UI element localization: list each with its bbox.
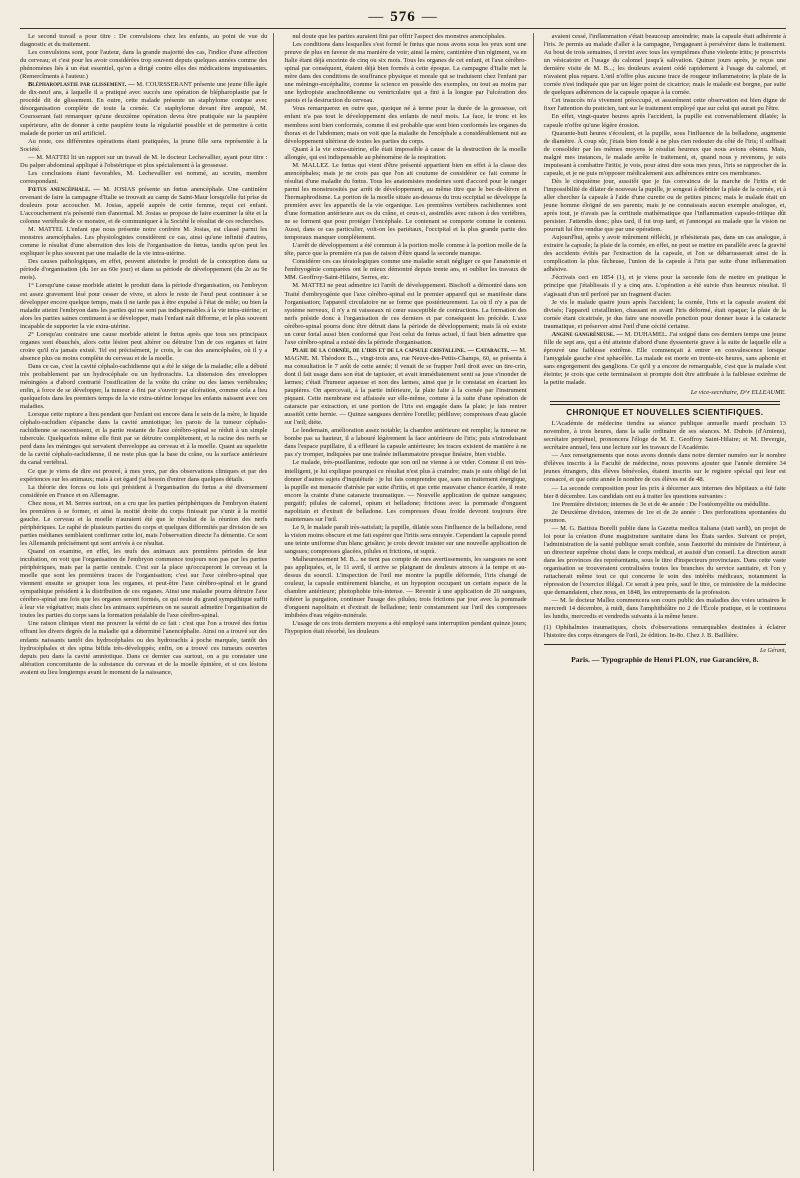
printer-imprint: Paris. — Typographie de Henri PLON, rue Garancière, 8. [571,655,759,665]
article-heading: Blépharoplastie par glissement. — [28,81,135,89]
paragraph: Le second travail a pour titre : De convulsions chez les enfants, au point de vue du diagnostic et du traitement. [20,33,268,49]
article-text: M. MAGNE. M. Théodore B..., vingt-trois ans, rue Neuve-des-Petits-Champs, 60, se présenta à ma consultation le 7 août de cette année; il venait de se frapper l'œil droit avec un tire-crin, dont il fait usage dans son état de tapissier, et avait immédiatement senti sa joue s'inonder de larmes; c'était l'humeur aqueuse et non des larmes, ainsi que je le constatai en écartant les paupières. On apercevait, à la partie inférieure, la plaie faite à la cornée par l'instrument piquant. Cette membrane est affaissée sur elle-même, comme à la suite d'une opération de cataracte par extraction, et une portion de l'iris est engagée dans la plaie; je fais rentrer aussitôt cette hernie. — Quinze sangsues derrière l'oreille; pédiluve; compresses d'eau glacée sur l'œil; diète. [284,346,527,427]
paragraph: Le 9, le malade paraît très-satisfait; la pupille, dilatée sous l'influence de la belladone, rend la vision moins obscure et me fait espérer que l'iritis sera enrayée. Cependant la capsule prend une teinte uniforme d'un blanc grisâtre; je crois devoir insister sur une nouvelle application de sangsues; compresses glacées, pilules et frictions, ut suprà. [284,523,527,555]
page-footer [544,644,786,665]
column-2 [273,33,526,1171]
paragraph: 2° Lorsqu'au contraire une cause morbide atteint le fœtus après que tous ses principaux organes sont ébauchés, alors cette lésion peut altérer ou détruire l'un de ces organes et faire croire qu'il n'a jamais existé. Tel est précisément, je crois, le cas des anencéphales, où il y a absence plus ou moins complète du cerveau et de la moelle. [20,330,268,362]
paragraph: Dès le cinquième jour, aussitôt que je fus convaincu de la marche de l'iritis et de l'impossibilité de dilater de nouveau la pupille, je songeai à débrider la plaie de la cornée, et à aller chercher la capsule à l'aide d'une curette ou de petites pinces; mais le malade était un jeune homme éloigné de ses parents; mais je ne connaissais aucun exemple analogue, et, après tout, je n'avais pas la certitude mathématique que l'inflammation capsulo-iritique dût persister. J'attendis donc; plus tard, il fut trop tard, et j'annonçai au malade que la vision ne pourrait lui être rendue que par une opération. [543,177,786,234]
paragraph: Les convulsions sont, pour l'auteur, dans la grande majorité des cas, l'indice d'une affection du cerveau; et c'est pour les avoir considérées trop souvent depuis quelques années comme des phénomènes liés à un état essentiel, qu'on a dirigé contre elles des médications impuissantes. (Remercîments à l'auteur.) [20,49,268,81]
text-columns [20,33,786,1171]
paragraph: Quarante-huit heures s'écoulent, et la pupille, sous l'influence de la belladone, augmente de diamètre. À coup sûr, j'étais bien fondé à ne plus rien redouter du côté de l'iris; il suffisait de consolider par les mêmes moyens le résultat heureux que nous avions obtenu. Mais, malgré mes instances, le malade arrête le traitement, et, quand nous y revenons, je suis impuissant à combattre l'iritis; je vois, pour ainsi dire sous mes yeux, l'iris se rapprocher de la capsule, et je ne puis m'opposer médicalement aux adhérences entre ces membranes. [543,129,786,177]
paragraph: La théorie des forces ou lois qui président à l'organisation du fœtus a été diversement considérée en France et en Allemagne. [20,483,268,499]
column-3 [533,33,786,1171]
paragraph: — M. le docteur Mallez commencera son cours public des maladies des voies urinaires le mercredi 14 décembre, à midi, dans l'amphithéâtre no 2 de l'École pratique, et le continuera les lundis, mercredis et vendredis suivants à la même heure. [543,597,786,621]
paragraph: Le malade, très-pusillanime, redoute que son œil ne vienne à se vider. Comme il est très-intelligent, je lui explique pourquoi ce résultat n'est plus à craindre; mais je suis obligé de lui donner d'autres sujets d'inquiétude : je lui fais comprendre que, sans un traitement énergique, la pupille est menacée d'atrésie par suite d'iritis, et que cette mauvaise chance écartée, il reste encore la crainte d'une cataracte traumatique. — Nouvelle application de quinze sangsues; purgatif; pilules de calomel, opium et belladone; frictions avec la pommade d'onguent napolitain et d'extrait de belladone. Les compresses d'eau froide devront toujours être maintenues sur l'œil. [284,459,527,523]
paragraph: Le lendemain, amélioration assez notable; la chambre antérieure est remplie; la tumeur ne bombe pas sa hauteur, il a labouré légèrement la face antérieure de l'iris; puis s'introduisant dans l'espace pupillaire, il a effleuré la capsule antérieure; les traces existent de manière à ne pas s'y tromper, indiquées par une traînée inflammatoire presque linéaire, bien visible. [284,427,527,459]
paragraph: Quand on examine, en effet, les œufs des animaux aux premières périodes de leur incubation, on voit que l'organisation de l'embryon commence toujours non pas par les parties périphériques, mais par la partie centrale. C'est sur la place qu'occuperont le cerveau et la moelle que sont les premières traces de l'organisation; c'est sur l'axe cérébro-spinal que viennent ensuite se grouper tous les organes, et peut-être l'axe cérébro-spinal et le grand sympathique président à la distribution de ces organes. Ainsi une maladie pourra détruire l'axe cérébro-spinal une fois que les organes seront formés, ce qui reste du grand sympathique suffit à leur vie végétative; mais chez les animaux supérieurs on ne saurait admettre l'organisation de toutes les parties du corps sans la formation préalable de l'axe cérébro-spinal. [20,548,268,620]
paragraph: 1re Première division; internes de 3e et de 4e année : De l'ostéomyélite ou médullite. [551,500,771,508]
paragraph: Vous remarquerez en outre que, quoique né à terme pour la durée de la grossesse, cet enfant n'a pas tout le développement des enfants de neuf mois. La face, le tronc et les membres sont bien conformés, comme il est probable que sont bien conformés les organes du thorax et de l'abdomen; mais on voit que la maladie de l'encéphale a considérablement nui au développement ultérieur de toutes les parties du corps. [284,105,527,145]
paragraph: M. MATTEI. L'enfant que nous présente notre confrère M. Josias, est classé parmi les monstres anencéphales. Les physiologistes considèrent ce cas, ainsi qu'une infinité d'autres, comme le résultat d'une aberration des lois de l'organisation du fœtus, tandis qu'on peut les expliquer le plus souvent par une maladie de la vie intra-utérine. [20,226,268,258]
paragraph: Ce que je viens de dire est prouvé, à mes yeux, par des observations cliniques et par des expériences sur les animaux; mais à cet égard j'ai besoin d'entrer dans quelques détails. [20,467,268,483]
paragraph: avaient cessé, l'inflammation s'était beaucoup amoindrie; mais la capsule était adhérente à l'iris. Je permis au malade d'aller à la campagne, l'engageant à persévérer dans le traitement. Au bout de trois semaines, il revint avec tous les symptômes d'une violente iritis; je prescrivis un vésicatoire et l'usage du calomel jusqu'à salivation. Quinze jours après, je reçus une dernière visite de M. B...; les douleurs avaient cédé rapidement à l'usage du calomel, et n'avaient plus reparu. L'œil n'offre plus aucune trace de rougeur inflammatoire; la plaie de la cornée n'est indiquée que par un léger point de cicatrice; mais le malade est borgne, par suite de quelques adhérences de la capsule opaque à la cornée. [543,33,786,97]
paragraph: L'usage de ces trois derniers moyens a été employé sans interruption pendant quinze jours; l'hypopion était résorbé, les douleurs [284,620,527,636]
article-text: M. JOSIAS présente un fœtus anencéphale. Une cantinière revenant de faire la campagne d'Italie se trouvait au camp de Saint-Maur lorsqu'elle fut prise de douleurs pour accoucher. M. Josias, appelé auprès de cette femme, reçut cet enfant. L'accouchement n'a présenté rien d'anormal. M. Josias se propose de faire examiner la tête et la colonne vertébrale de ce monstre, et de communiquer à la Société le résultat de ces recherches. [20,185,268,226]
gerant-label: Le Gérant, [759,648,786,655]
paragraph: Cet insuccès m'a vivement préoccupé, et assurément cette observation est bien digne de fixer l'attention du praticien, tant sur le traitement employé que sur celui qui aurait pu l'être. [543,97,786,113]
paragraph: nul doute que les parties auraient fini par offrir l'aspect des monstres anencéphales. [292,33,506,40]
paragraph: Dans ce cas, c'est la cavité céphalo-rachidienne qui a été le siége de la maladie; elle a débuté très probablement par un hydrocéphale ou un hydrorachis. La distension des enveloppes méningées a d'abord contrarié l'ossification de la voûte du crâne ou des lames vertébrales; enfin, à force de se développer, la tumeur a fini par s'ouvrir par ulcération, comme cela a lieu quelquefois dans les premiers temps de la vie extra-utérine lorsque les enfants naissent avec ces maladies. [20,362,268,411]
article-paragraph [20,186,267,226]
paragraph: — M. G. Battista Borelli publie dans la Gazetta medica italiana (stati sardi), un projet de loi pour la création d'une magistrature sanitaire dans les États sardes. Suivant ce projet, l'administration de la santé publique serait confiée, sous l'autorité du ministre de l'intérieur, à un directeur suprême choisi dans le corps médical, et assisté d'un conseil. La direction aurait dans les provinces des représentants, sous le titre d'inspecteurs provinciaux. Dans cette vaste organisation se trouveraient centralisées toutes les branches du service sanitaire, et l'on y rattacherait même tout ce qui concerne le soin des intérêts médicaux, notamment la répression de l'exercice illégal. Ce serait à peu près, sauf le titre, ce ministère de la médecine que demandaient, chez nous, en 1848, les entreprenants de la profession. [543,524,786,597]
paragraph: J'écrivais ceci en 1854 (1), et je viens pour la seconde fois de mettre en pratique le principe que j'établissais il y a cinq ans. L'opération a été suivie d'un heureux résultat. Il s'agissait d'un œil perforé par un fragment d'acier. [543,274,786,298]
article-text: M. DUHAMEL. J'ai soigné dans ces derniers temps une jeune fille de sept ans, qui a été atteinte d'abord d'une dyssenterie grave à la suite de laquelle elle a éprouvé une faiblesse extrême. Elle commençait à entrer en convalescence lorsque l'amygdale gauche s'est sphacélée. La malade est morte en trente-six heures, sans aphonie et sans engorgement des ganglions. Ce qu'il y a encore de remarquable, c'est que la malade s'est éteinte; je crois que cette terminaison si prompte doit être attribuée à la faiblesse extrême de la petite malade. [543,330,786,387]
paragraph: Les conditions dans lesquelles s'est formé le fœtus que nous avons sous les yeux sont une preuve de plus en faveur de ma manière de voir; ainsi la mère, cantinière d'un régiment, va en Italie étant déjà enceinte de cinq ou six mois. Tous les organes de cet enfant, et l'axe cérébro-spinal par conséquent, étaient déjà bien formés à cette époque. La campagne d'Italie met la mère dans des conditions de souffrance physique et morale qui se traduisent chez l'enfant par une méningo-encéphalite, comme la science en possède des exemples, ou tout au moins par une hydropisie arachnoïdienne ou ventriculaire qui a fini à la longue par l'ulcération des parois et la destruction du cerveau. [284,41,527,105]
column-1 [20,33,267,1171]
article-paragraph [544,331,786,387]
paragraph: M. MATTEI ne peut admettre ici l'arrêt de développement. Bischoff a démontré dans son Traité d'embryogénie que l'axe cérébro-spinal est le premier appareil qui se manifeste dans l'organisation; l'appareil circulatoire ne se forme que postérieurement. La où il n'y a pas de système nerveux, il n'y a ni vaisseaux ni cœur susceptible de contractions. La formation des nerfs préside donc à l'organisation de ces derniers et par conséquent les précède. L'axe cérébro-spinal pourra donc être détruit dans la période de développement; mais là où existe un cœur fœtal aussi bien conformé que l'est celui du fœtus actuel, il faut bien admettre que l'axe cérébro-spinal a existé dès la période d'organisation. [284,282,527,346]
paragraph: En effet, vingt-quatre heures après l'accident, la pupille est convenablement dilatée; la capsule n'offre qu'une légère érosion. [543,113,786,129]
paragraph: 1° Lorsqu'une cause morbide atteint le produit dans la période d'organisation, ou l'embryon est assez gravement lésé pour cesser de vivre, et alors le reste de l'œuf peut continuer à se développer encore quelque temps, mais il ne tarde pas à être expulsé à l'état de môle; ou bien la maladie atteint l'embryon dans les parties qui ne sont pas indispensables à la vie intra-utérine; et alors les parties saines continuent à se développer, mais l'enfant naît difforme, et le plus souvent incapable de supporter la vie extra-utérine. [20,282,268,330]
article-text: M. COURSSERANT présente une jeune fille âgée de dix-neuf ans, à laquelle il a pratiqué avec succès une opération de blépharoplastie par le procédé dit de glissement. En outre, cette malade présente un staphylome conique avec désorganisation complète de toute la cornée. Ce staphylome devant être amputé, M. Coursserant fait remarquer qu'une deuxième opération devra être pratiquée sur la paupière supérieure, afin de donner à cette paupière toute la régularité possible et de permettre à cette malade de porter un œil artificiel. [20,81,268,137]
article-heading: Angine gangréneuse. — [551,330,623,338]
paragraph: 2e Deuxième division, internes de 1re et de 2e année : Des perforations spontanées du poumon. [543,508,786,524]
paragraph: Considérer ces cas tératologiques comme une maladie serait négliger ce que l'anatomie et l'embryogénie comparées ont le mieux démontré depuis trente ans, et oublier les travaux de MM. Geoffroy-Saint-Hilaire, Serres, etc. [284,258,527,282]
article-heading: Fœtus anencéphale. — [28,185,100,193]
paragraph: Quant à la vie extra-utérine, elle était impossible à cause de la destruction de la moelle allongée, qui est indispensable au phénomène de la respiration. [284,145,527,161]
page-number: — 576 — [362,9,444,26]
paragraph: — Aux renseignements que nous avons donnés dans notre dernier numéro sur le nombre d'élèves inscrits à la Faculté de médecine, nous pouvons ajouter que l'année dernière 34 jeunes étrangers, dits élèves bénévoles, étaient inscrits sur le registre spécial qui leur est consacré, et que cette année le nombre de ces élèves est de 48. [543,452,786,484]
article-paragraph [20,81,267,137]
article-paragraph [284,347,526,427]
paragraph: Lorsque cette rupture a lieu pendant que l'enfant est encore dans le sein de la mère, le liquide céphalo-rachidien s'épanche dans la cavité amniotique; les parois de la tumeur céphalo-rachidienne se racornissent, et la partie restante de l'axe cérébro-spinal se réduit à un simple tubercule. Quelquefois même elle finit par se détruire complètement, et la racine des nerfs se perd dans les méninges qui servaient d'enveloppe au cerveau et à la moelle. Quant au squelette de la cavité céphalo-rachidienne, il ne reste plus que la base du crâne, ou la surface antérieure du canal vertébral. [20,411,268,467]
paragraph: Une raison clinique vient me prouver la vérité de ce fait : c'est que l'on a trouvé des fœtus offrant les divers degrés de la maladie qui a déterminé l'anencéphalie. Ainsi on a trouvé sur des enfants naissants tantôt des hydrocéphales ou des hydrorachis à poche marquée, tantôt des hydrocéphales et des spina bifida très-développés; enfin, on a trouvé ces tumeurs ouvertes depuis peu dans la cavité amniotique. Dans ce dernier cas surtout, on a pu constater une altération concomitante de la substance du cerveau et de la moelle épinière, et si ces lésions avaient eu lieu longtemps avant le moment de la naissance, [20,620,268,676]
footnote: (1) Ophthalmies traumatiques, choix d'observations remarquables destinées à éclairer l'histoire des corps étrangers de l'œil, 2e édition. In-8o. Chez J. B. Baillière. [543,624,786,640]
paragraph: Les conclusions étant favorables, M. Lechevallier est nommé, au scrutin, membre correspondant. [20,169,268,185]
section-divider [550,401,780,405]
paragraph: Malheureusement M. B... ne tient pas compte de mes avertissements, les sangsues ne sont pas appliquées, et, le 11 avril, il arrive se plaignant de douleurs atroces à la tempe et au-dessus du sourcil. L'inspection de l'œil me montre la pupille déformée, l'iris changé de couleur, la capsule entièrement blanche, et un hypopion occupant un certain espace de la chambre antérieure; photophobie très-intense. — Revenir à une application de 20 sangsues, réitérer la purgation, continuer l'usage des pilules; trois frictions par jour avec la pommade d'onguent napolitain et d'extrait de belladone; tenir constamment sur l'œil des compresses imbibées d'eau végéto-minérale. [284,556,527,620]
paragraph: L'arrêt de développement a été commun à la portion molle comme à la portion molle de la tête, parce que la première n'a pas de raison d'être quand la seconde manque. [284,242,527,258]
paragraph: Je vis le malade quatre jours après l'accident; la cornée, l'iris et la capsule avaient été divisés; l'appareil cristallinien, chassant en avant l'iris déformé, était opaque; la plaie de la cornée étant cicatrisée, je dus faire une nouvelle ponction pour donner issue à la cataracte traumatique, et préserver ainsi l'œil d'une cécité certaine. [543,298,786,330]
paragraph: L'Académie de médecine tiendra sa séance publique annuelle mardi prochain 13 novembre, à trois heures, dans la salle ordinaire de ses séances. M. Dubois (d'Amiens), secrétaire perpétuel, prononcera l'éloge de M. E. Geoffroy Saint-Hilaire; et M. Devergie, secrétaire annuel, fera une lecture sur les travaux de l'Académie. [543,420,786,452]
paragraph: Chez nous, et M. Serres surtout, on a cru que les parties périphériques de l'embryon étaient les premières à se former, et ainsi la moitié droite du corps finissait par s'unir à la moitié gauche. Le cerveau et la moelle n'auraient été que le résultat de la réunion des nerfs périphériques. Le raphé de plusieurs parties du corps et quelques difformités par division de ses parties médianes semblaient confirmer cette loi, mais l'observation directe l'a démentie. Ce sont les Allemands précisément qui sont arrivés à ce résultat. [20,499,268,547]
paragraph: Aujourd'hui, après y avoir mûrement réfléchi, je n'hésiterais pas, dans un cas analogue, à extraire la capsule; la plaie de la cornée, en effet, ne peut se mettre en parallèle avec la gravité des accidents évités par l'extraction de la capsule, et l'on se débarrasserait ainsi de la complication la plus fâcheuse, l'union de la capsule à l'iris par suite d'une inflammation adhésive. [543,234,786,274]
paragraph: — La seconde composition pour les prix à décerner aux internes des hôpitaux a été faite hier 8 décembre. Les candidats ont eu à traiter les questions suivantes : [543,484,786,500]
signature: Le vice-secrétaire, D^r ELLEAUME. [690,389,786,397]
paragraph: — M. MATTEI lit un rapport sur un travail de M. le docteur Lechevallier, ayant pour titre : Du palper abdominal appliqué à l'obstétrique et plus spécialement à la grossesse. [20,153,268,169]
paragraph: Au reste, ces différentes opérations étant pratiquées, la jeune fille sera représentée à la Société. [20,137,268,153]
section-title: CHRONIQUE ET NOUVELLES SCIENTIFIQUES. [566,408,764,418]
paragraph: Des causes pathologiques, en effet, peuvent atteindre le produit de la conception dans sa période d'organisation (du 1er au 60e jour) et dans sa période de développement (du 2e au 9e mois). [20,258,268,282]
paragraph: M. MALLEZ. Le fœtus qui vient d'être présenté appartient bien en effet à la classe des anencéphales; mais je ne crois pas que l'on ait coutume de considérer ce fait comme le résultat d'une maladie du fœtus. Tous les anatomistes modernes sont d'accord pour le ranger parmi les monstruosités par arrêt de développement, au même titre que le bec-de-lièvre et l'hermaphrodisme. La portion de la moelle située au-dessous du trou occipital se développe la première avec les appareils de la vie organique. Les premières vertèbres rachidiennes sont d'une formation antérieure aux os du crâne, et ceux-ci, assimilés avec raison à des vertèbres, ne se forment que pour protéger l'encéphale. Le contenant se comporte comme le contenu. Aussi, dans ce cas particulier, voit-on les pariétaux, l'occipital et la plus grande partie des temporaux manquer complétement. [284,161,527,242]
page-header [20,6,786,29]
article-heading: Plaie de la cornée, de l'iris et de la capsule cristalline. — Cataracte. — [292,346,518,354]
